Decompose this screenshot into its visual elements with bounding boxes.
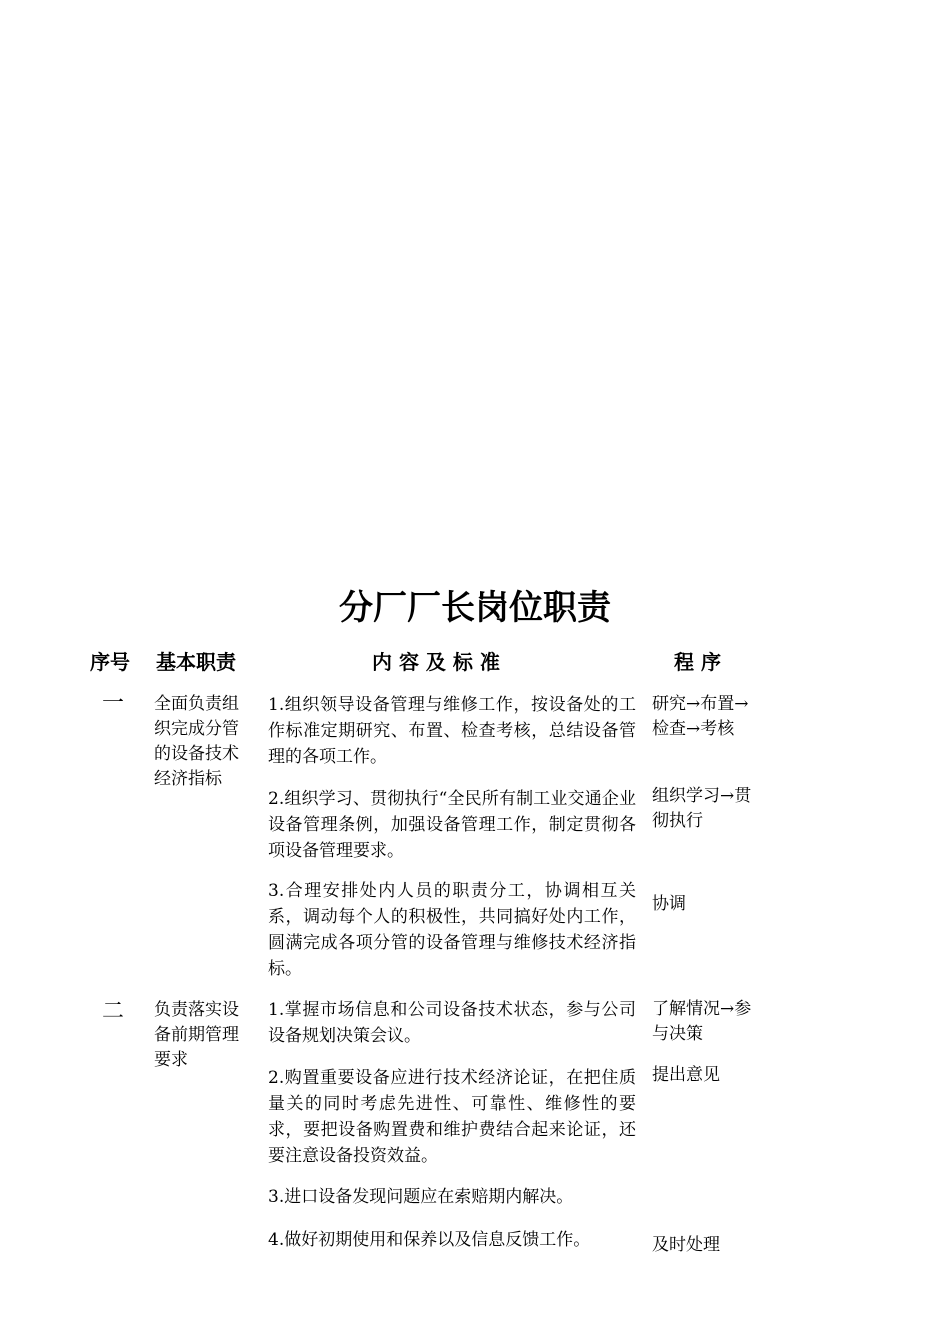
section-1-item-1-content: 1.组织领导设备管理与维修工作，按设备处的工作标准定期研究、布置、检查考核，总结设备管理的各项工作。 <box>268 695 636 767</box>
column-header-seq: 序号 <box>90 650 130 674</box>
section-2-duty: 负责落实设备前期管理要求 <box>154 1000 239 1070</box>
column-header-duty: 基本职责 <box>156 650 236 674</box>
column-header-procedure: 程 序 <box>674 650 721 674</box>
section-2-item-2-procedure: 提出意见 <box>652 1065 720 1085</box>
section-1-item-2-procedure: 组织学习→贯彻执行 <box>652 786 752 831</box>
section-1-item-1-procedure: 研究→布置→检查→考核 <box>652 694 749 739</box>
section-1-item-2-content: 2.组织学习、贯彻执行“全民所有制工业交通企业设备管理条例，加强设备管理工作，制定贯彻各项设备管理要求。 <box>268 789 636 861</box>
section-1-item-3-content: 3.合理安排处内人员的职责分工，协调相互关系，调动每个人的积极性，共同搞好处内工作，圆满完成各项分管的设备管理与维修技术经济指标。 <box>268 881 636 979</box>
section-1-item-3-procedure: 协调 <box>652 894 686 914</box>
section-2-item-4-content: 4.做好初期使用和保养以及信息反馈工作。 <box>268 1230 591 1250</box>
section-1-duty: 全面负责组织完成分管的设备技术经济指标 <box>154 694 239 789</box>
section-2-item-1-content: 1.掌握市场信息和公司设备技术状态，参与公司设备规划决策会议。 <box>268 1000 636 1046</box>
section-2-item-2-content: 2.购置重要设备应进行技术经济论证，在把住质量关的同时考虑先进性、可靠性、维修性的要求，要把设备购置费和维护费结合起来论证，还要注意设备投资效益。 <box>268 1068 636 1166</box>
column-header-content: 内 容 及 标 准 <box>372 650 500 674</box>
section-2-item-1-procedure: 了解情况→参与决策 <box>652 999 752 1044</box>
section-2-seq: 二 <box>102 999 125 1024</box>
section-2-item-3-content: 3.进口设备发现问题应在索赔期内解决。 <box>268 1187 574 1207</box>
section-1-seq: 一 <box>102 691 125 716</box>
section-2-item-4-procedure: 及时处理 <box>652 1235 720 1255</box>
page-title: 分厂厂长岗位职责 <box>339 588 611 628</box>
